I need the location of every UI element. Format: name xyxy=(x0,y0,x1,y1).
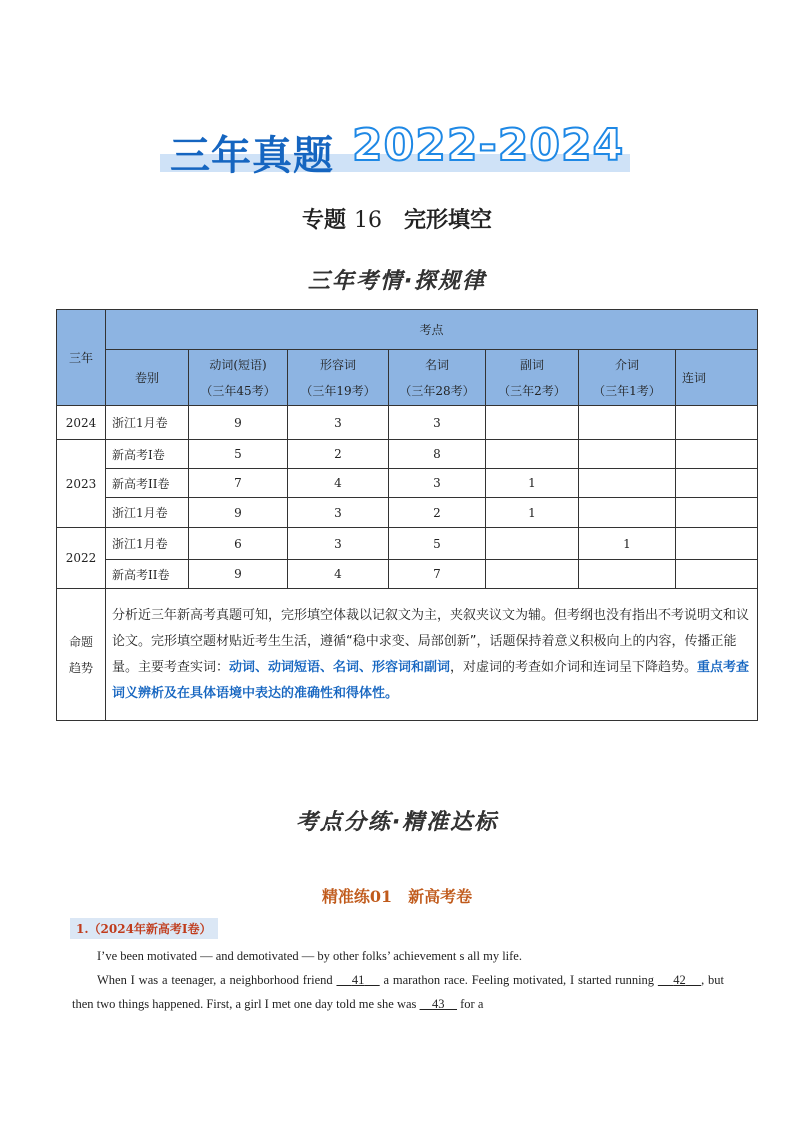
value-cell xyxy=(486,560,579,589)
section-title-trends xyxy=(0,264,794,295)
col-sub: （三年19考） xyxy=(300,383,376,398)
col-sub: （三年2考） xyxy=(498,383,566,398)
passage-text: , but then two things happened. First, a girl I met one day told me she was xyxy=(72,973,725,1011)
value-cell: 6 xyxy=(189,528,288,560)
value-cell: 2 xyxy=(389,498,486,528)
col-name: 介词 xyxy=(614,357,639,372)
blank-42[interactable] xyxy=(658,973,701,987)
value-cell: 9 xyxy=(189,498,288,528)
table-kaodian-header: 考点 xyxy=(106,310,758,350)
value-cell xyxy=(486,406,579,440)
col-sub: （三年28考） xyxy=(399,383,475,398)
paper-cell: 新高考II卷 xyxy=(106,469,189,498)
value-cell: 3 xyxy=(288,528,389,560)
col-header-verb xyxy=(189,350,288,406)
trend-label-1: 命题 xyxy=(68,634,93,649)
question-label: 1.（2024年新高考I卷） xyxy=(70,918,218,939)
passage-text: When I was a teenager, a neighborhood friend xyxy=(97,973,337,987)
topic-number: 16 xyxy=(354,208,382,233)
topic-title xyxy=(0,203,794,234)
table-row xyxy=(57,440,758,469)
practice-title: 精准练01 新高考卷 xyxy=(321,887,473,906)
passage-paragraph-1: I’ve been motivated — and demotivated — by other folks’ achievement s all my life. xyxy=(97,949,522,963)
title-banner xyxy=(160,120,630,179)
col-name: 副词 xyxy=(519,357,544,372)
value-cell: 4 xyxy=(288,560,389,589)
year-cell: 2022 xyxy=(57,528,106,589)
trend-row xyxy=(57,589,758,721)
banner-years: 2022-2024 xyxy=(352,120,625,171)
trend-label xyxy=(57,589,106,721)
value-cell xyxy=(676,498,758,528)
blank-number: 41 xyxy=(351,973,365,987)
table-row xyxy=(57,469,758,498)
table-juanbie-header: 卷别 xyxy=(106,350,189,406)
value-cell: 4 xyxy=(288,469,389,498)
value-cell: 9 xyxy=(189,560,288,589)
value-cell: 1 xyxy=(486,469,579,498)
value-cell: 5 xyxy=(189,440,288,469)
value-cell: 1 xyxy=(579,528,676,560)
value-cell xyxy=(676,469,758,498)
trend-label-2: 趋势 xyxy=(68,660,93,675)
trend-text-highlight: 动词、动词短语、名词、形容词和副词 xyxy=(229,659,451,675)
value-cell: 1 xyxy=(486,498,579,528)
value-cell xyxy=(676,406,758,440)
topic-prefix: 专题 xyxy=(301,207,346,233)
table-row xyxy=(57,498,758,528)
blank-number: 43 xyxy=(432,997,445,1011)
col-name: 连词 xyxy=(682,370,707,385)
year-cell: 2024 xyxy=(57,406,106,440)
value-cell xyxy=(579,560,676,589)
section-title-practice xyxy=(0,805,794,836)
value-cell: 8 xyxy=(389,440,486,469)
section-title-practice-text: 考点分练·精准达标 xyxy=(286,805,508,836)
col-sub: （三年1考） xyxy=(593,383,661,398)
table-row xyxy=(57,406,758,440)
trend-text-1: 分析近三年新高考真题可知，完形填空体裁以记叙文为主，夹叙夹议文为辅。但考纲也没有指出不考说明文和议论文。完形填空题材贴近考生生活，遵循“稳中求变、局部创新”，话题保持着意义积极向上的内容，传播正能量。主要考查实词： xyxy=(112,607,750,675)
value-cell xyxy=(486,440,579,469)
paper-cell: 浙江1月卷 xyxy=(106,406,189,440)
value-cell xyxy=(676,528,758,560)
value-cell xyxy=(486,528,579,560)
passage-text: a marathon race. Feeling motivated, I started running xyxy=(379,973,658,987)
value-cell xyxy=(579,406,676,440)
value-cell: 7 xyxy=(389,560,486,589)
trend-text-bold: 重点考查词义辨析及在具体语境中表达的准确性和得体性。 xyxy=(112,659,750,701)
table-row xyxy=(57,528,758,560)
value-cell xyxy=(579,498,676,528)
trend-text-2: ，对虚词的考查如介词和连词呈下降趋势。 xyxy=(450,659,698,675)
value-cell xyxy=(676,560,758,589)
section-title-trends-text: 三年考情·探规律 xyxy=(298,264,496,295)
value-cell: 7 xyxy=(189,469,288,498)
trend-text xyxy=(106,589,758,721)
blank-number: 42 xyxy=(673,973,686,987)
blank-43[interactable] xyxy=(420,997,458,1011)
blank-41[interactable] xyxy=(336,973,379,987)
col-header-adj xyxy=(288,350,389,406)
topic-name: 完形填空 xyxy=(404,207,493,233)
paper-cell: 浙江1月卷 xyxy=(106,528,189,560)
table-corner: 三年 xyxy=(57,310,106,406)
exam-stats-table xyxy=(56,309,758,721)
paper-cell: 新高考II卷 xyxy=(106,560,189,589)
value-cell xyxy=(579,469,676,498)
passage-text: for a xyxy=(457,997,484,1011)
paper-cell: 新高考I卷 xyxy=(106,440,189,469)
value-cell: 3 xyxy=(389,406,486,440)
col-header-conj xyxy=(676,350,758,406)
value-cell: 3 xyxy=(288,406,389,440)
value-cell: 9 xyxy=(189,406,288,440)
value-cell: 3 xyxy=(288,498,389,528)
col-sub: （三年45考） xyxy=(200,383,276,398)
value-cell: 2 xyxy=(288,440,389,469)
year-cell: 2023 xyxy=(57,440,106,528)
passage-paragraph-2 xyxy=(72,968,724,1016)
col-header-adv xyxy=(486,350,579,406)
table-row xyxy=(57,560,758,589)
banner-title-cn: 三年真题 xyxy=(170,133,334,179)
value-cell: 5 xyxy=(389,528,486,560)
col-name: 名词 xyxy=(424,357,449,372)
col-header-prep xyxy=(579,350,676,406)
value-cell xyxy=(676,440,758,469)
col-name: 动词(短语) xyxy=(209,357,267,372)
value-cell xyxy=(579,440,676,469)
paper-cell: 浙江1月卷 xyxy=(106,498,189,528)
col-header-noun xyxy=(389,350,486,406)
value-cell: 3 xyxy=(389,469,486,498)
col-name: 形容词 xyxy=(319,357,356,372)
